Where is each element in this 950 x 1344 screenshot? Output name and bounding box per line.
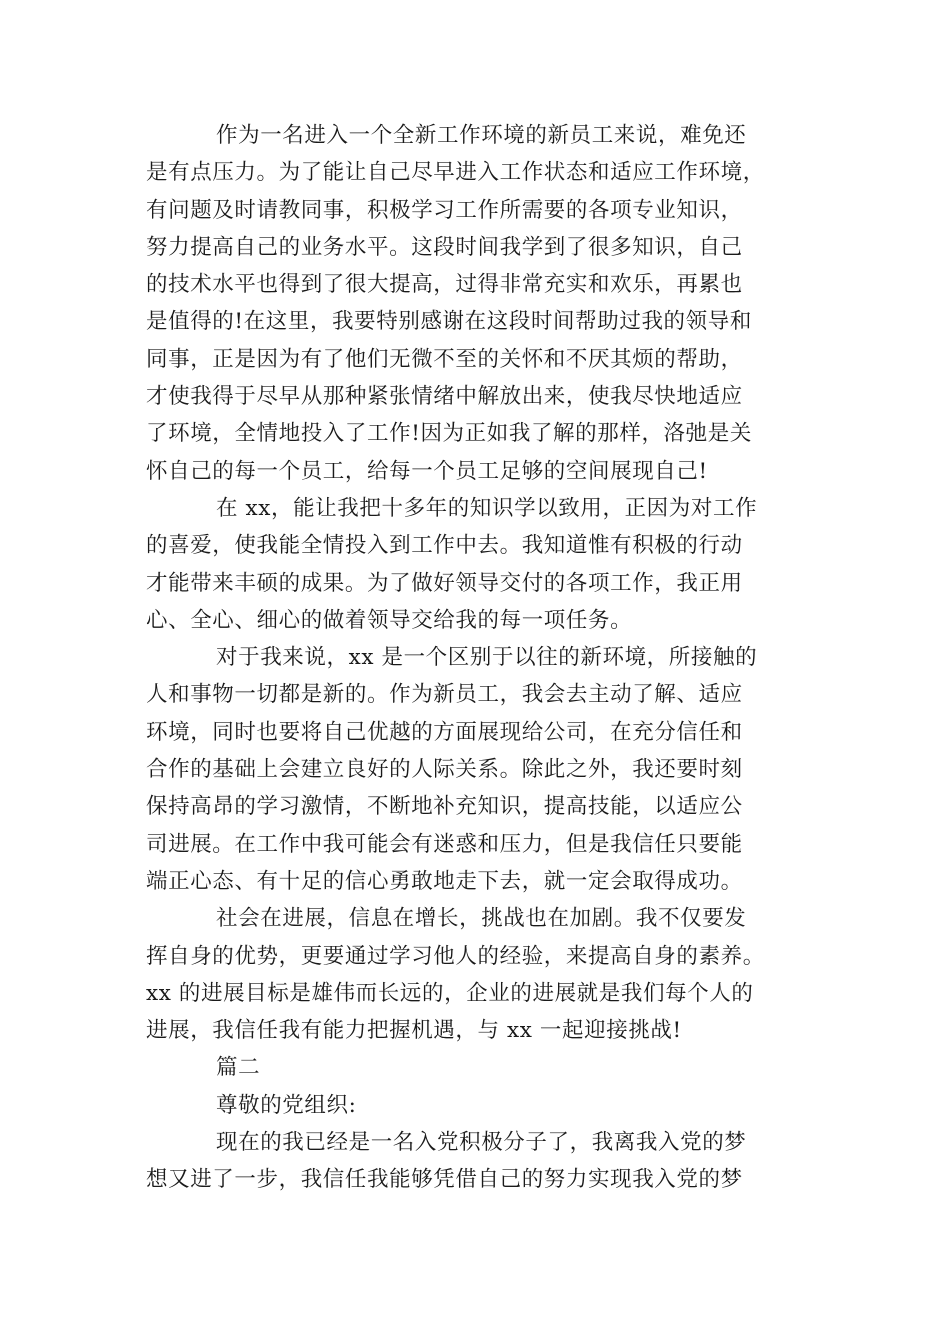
text-line: 的技术水平也得到了很大提高，过得非常充实和欢乐，再累也 [146, 272, 743, 298]
text-line: 作为一名进入一个全新工作环境的新员工来说，难免还 [216, 123, 747, 148]
text-line: 保持高昂的学习激情，不断地补充知识，提高技能，以适应公 [146, 794, 743, 820]
text-line: 进展，我信任我有能力把握机遇，与 xx 一起迎接挑战! [146, 1018, 682, 1044]
text-line: 才使我得于尽早从那种紧张情绪中解放出来，使我尽快地适应 [146, 384, 743, 410]
text-line: 同事，正是因为有了他们无微不至的关怀和不厌其烦的帮助， [146, 346, 743, 372]
text-line: xx 的进展目标是雄伟而长远的，企业的进展就是我们每个人的 [146, 980, 754, 1006]
text-line: 端正心态、有十足的信心勇敢地走下去，就一定会取得成功。 [146, 868, 743, 894]
document-body [146, 117, 810, 1199]
text-line: 想又进了一步，我信任我能够凭借自己的努力实现我入党的梦 [146, 1167, 743, 1193]
text-line: 努力提高自己的业务水平。这段时间我学到了很多知识，自己 [146, 234, 743, 260]
text-line: 挥自身的优势，更要通过学习他人的经验，来提高自身的素养。 [146, 943, 765, 969]
text-line: 人和事物一切都是新的。作为新员工，我会去主动了解、适应 [146, 682, 743, 708]
text-line: 篇二 [216, 1055, 261, 1081]
text-line: 才能带来丰硕的成果。为了做好领导交付的各项工作，我正用 [146, 570, 743, 596]
text-line: 有问题及时请教同事，积极学习工作所需要的各项专业知识， [146, 197, 743, 223]
text-line: 的喜爱，使我能全情投入到工作中去。我知道惟有积极的行动 [146, 533, 743, 559]
text-line: 合作的基础上会建立良好的人际关系。除此之外，我还要时刻 [146, 757, 743, 783]
text-line: 司进展。在工作中我可能会有迷惑和压力，但是我信任只要能 [146, 831, 743, 857]
text-line: 怀自己的每一个员工，给每一个员工足够的空间展现自己! [146, 458, 708, 484]
text-line: 了环境，全情地投入了工作!因为正如我了解的那样，洛弛是关 [146, 421, 752, 447]
text-line: 环境，同时也要将自己优越的方面展现给公司，在充分信任和 [146, 719, 743, 745]
text-line: 在 xx，能让我把十多年的知识学以致用，正因为对工作 [216, 495, 758, 521]
text-line: 现在的我已经是一名入党积极分子了，我离我入党的梦 [216, 1130, 747, 1156]
text-line: 是有点压力。为了能让自己尽早进入工作状态和适应工作环境， [146, 160, 765, 186]
text-line: 是值得的!在这里，我要特别感谢在这段时间帮助过我的领导和 [146, 309, 752, 335]
text-line: 尊敬的党组织: [216, 1092, 357, 1118]
text-line: 心、全心、细心的做着领导交给我的每一项任务。 [146, 607, 633, 633]
text-line: 对于我来说，xx 是一个区别于以往的新环境，所接触的 [216, 645, 758, 671]
text-line: 社会在进展，信息在增长，挑战也在加剧。我不仅要发 [216, 906, 747, 932]
